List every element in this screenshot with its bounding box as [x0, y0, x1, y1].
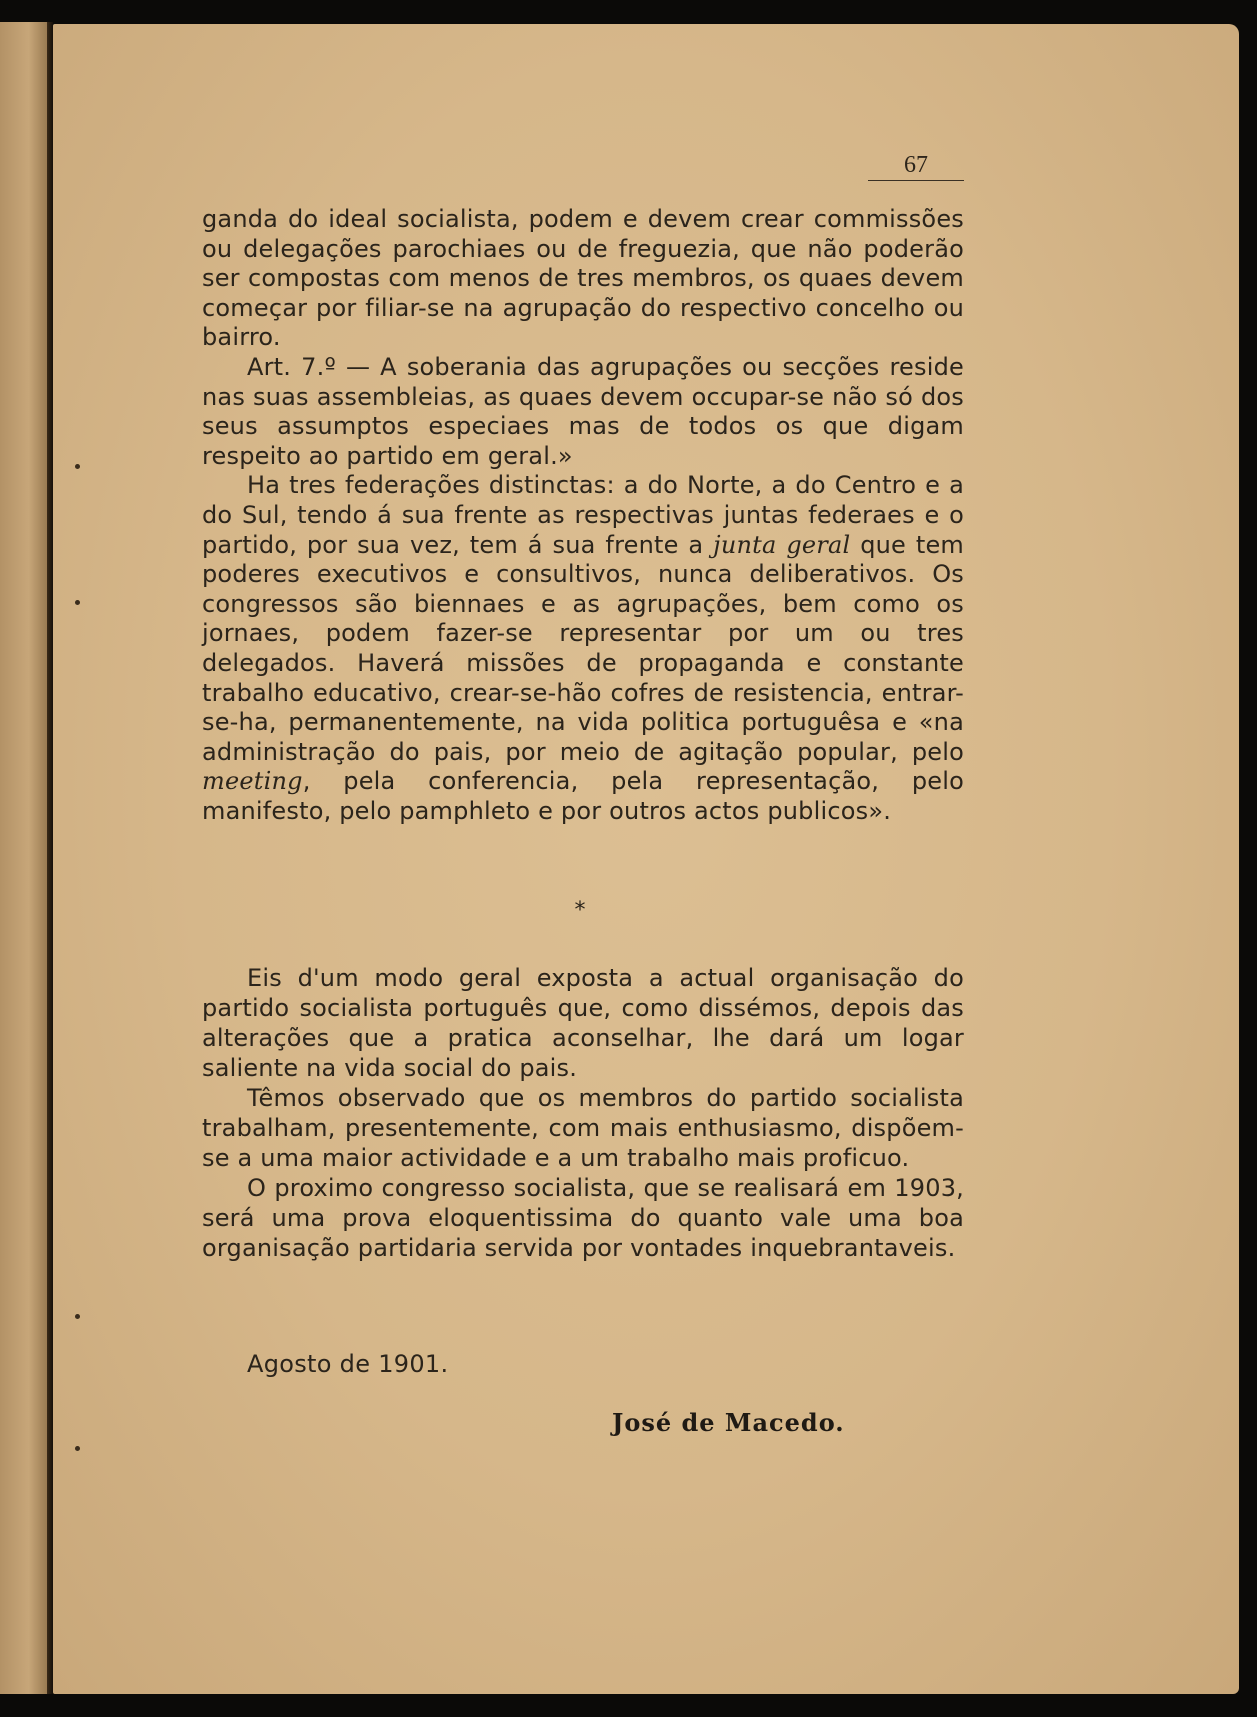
author-signature: José de Macedo.: [612, 1408, 845, 1437]
ink-speck: [75, 464, 80, 469]
paragraph-continuation: ganda do ideal socialista, podem e devem crear commissões ou delegações parochiaes ou de freguezia, que não poderão ser compostas com menos de tres membros, os quaes devem começar por filiar-se na agrupação do respectivo concelho ou bairro.: [202, 205, 964, 352]
text-run: que tem poderes executivos e consultivos, nunca deliberativos. Os congressos são biennaes e as agrupações, bem como os jornaes, podem fazer-se representar por um ou tres delegados. Haverá missões de propaganda e constante trabalho educativo, crear-se-hão cofres de resistencia, entrar-se-ha, permanentemente, na vida politica portuguêsa e «na administração do pais, por meio de agitação popular, pelo: [202, 530, 965, 766]
text-block-lower: [202, 963, 964, 1263]
text-block-upper: [202, 205, 964, 826]
ink-speck: [75, 600, 80, 605]
page-number: 67: [868, 150, 964, 181]
ink-speck: [75, 1446, 80, 1451]
paragraph-article-7: Art. 7.º — A soberania das agrupações ou secções reside nas suas assembleias, as quaes devem occupar-se não só dos seus assumptos especiaes mas de todos os que digam respeito ao partido em geral.»: [202, 352, 964, 470]
text-run: , pela conferencia, pela representação, pelo manifesto, pelo pamphleto e por outros actos publicos».: [202, 767, 964, 825]
paragraph-summary: Eis d'um modo geral exposta a actual organisação do partido socialista português que, como dissémos, depois das alterações que a pratica aconselhar, lhe dará um logar saliente na vida social do pais.: [202, 964, 964, 1082]
paragraph-observation: Têmos observado que os membros do partido socialista trabalham, presentemente, com mais enthusiasmo, dispõem-se a uma maior actividade e a um trabalho mais proficuo.: [202, 1084, 964, 1172]
ink-speck: [75, 1314, 80, 1319]
dateline: Agosto de 1901.: [247, 1350, 449, 1378]
text-run: Ha tres federações distinctas: a do Norte, a do Centro e a do Sul, tendo á sua frente as respectivas juntas federaes e o partido, por sua vez, tem á sua frente a: [202, 471, 964, 559]
italic-term-meeting: meeting: [202, 767, 303, 796]
section-separator-asterisk: *: [574, 898, 586, 923]
adjacent-page-edge: [0, 22, 52, 1694]
paragraph-congress: O proximo congresso socialista, que se realisará em 1903, será uma prova eloquentissima do quanto vale uma boa organisação partidaria servida por vontades inquebrantaveis.: [202, 1174, 964, 1262]
paragraph-federations: [202, 471, 964, 826]
italic-term-junta-geral: junta geral: [713, 530, 851, 559]
